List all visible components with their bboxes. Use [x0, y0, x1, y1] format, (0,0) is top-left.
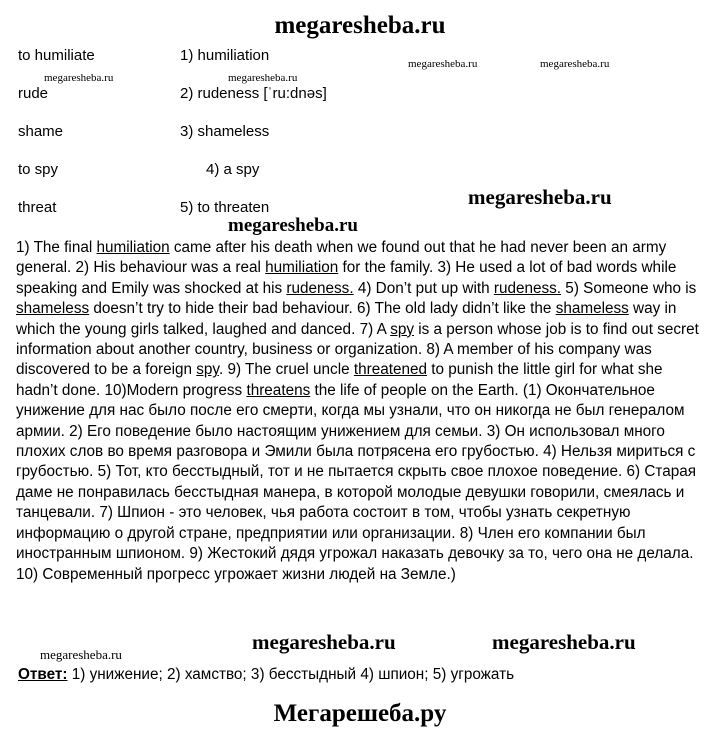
text-run: is a person whose job is to find out secret information about another country, business or organization. 8) A member of his company was discovered to be a foreign — [16, 320, 699, 379]
vocabulary-match: 2) rudeness [ˈru:dnəs] — [180, 85, 327, 102]
underlined-word: shameless — [555, 300, 629, 318]
watermark: megaresheba.ru — [252, 630, 396, 654]
vocabulary-match: 4) a spy — [206, 161, 260, 178]
vocabulary-pairs-list — [18, 46, 418, 236]
text-run: 5) Someone who is — [561, 279, 697, 297]
watermark: megaresheba.ru — [228, 215, 358, 236]
underlined-word: rudeness. — [493, 279, 562, 297]
underlined-word: humiliation — [96, 239, 170, 256]
underlined-word: rudeness. — [286, 279, 354, 297]
underlined-word: spy — [390, 320, 414, 338]
text-run: 1) The final — [16, 239, 97, 256]
watermark: megaresheba.ru — [44, 72, 114, 84]
text-run: to punish the little girl for what she hadn’t done. 10)Modern progress — [16, 361, 663, 399]
vocabulary-pair-row — [18, 46, 418, 84]
text-run: for the family. 3) He used a lot of bad words while speaking and Emily was shocked at his — [16, 259, 677, 297]
vocabulary-pair-row — [18, 122, 418, 160]
vocabulary-term: threat — [18, 199, 57, 216]
watermark: megaresheba.ru — [408, 58, 478, 70]
text-run: . 9) The cruel uncle — [218, 361, 354, 379]
underlined-word: shameless — [16, 300, 90, 318]
watermark: megaresheba.ru — [492, 630, 636, 654]
text-run: came after his death when we found out that he had never been an army general. 2) His behaviour was a real — [16, 239, 667, 277]
site-title-top: megaresheba.ru — [274, 12, 446, 39]
exercise-body-text — [16, 238, 708, 585]
vocabulary-pair-row — [18, 198, 418, 236]
exercise-paragraph — [16, 238, 708, 585]
underlined-word: spy — [196, 361, 219, 379]
vocabulary-match: 5) to threaten — [180, 199, 270, 216]
vocabulary-term: shame — [18, 123, 64, 140]
watermark: megaresheba.ru — [228, 72, 298, 84]
vocabulary-term: rude — [18, 85, 49, 102]
watermark: megaresheba.ru — [540, 58, 610, 70]
text-run: doesn’t try to hide their bad behaviour. 6) The old lady didn’t like the — [89, 300, 556, 318]
answer-label: Ответ: — [18, 666, 68, 683]
vocabulary-pair-row — [18, 160, 418, 198]
underlined-word: humiliation — [265, 259, 339, 277]
vocabulary-pair-row — [18, 84, 418, 122]
vocabulary-term: to spy — [18, 161, 59, 178]
underlined-word: threatened — [353, 361, 428, 379]
site-title-bottom: Мегарешеба.ру — [273, 700, 447, 727]
underlined-word: threatens — [246, 381, 311, 399]
text-run: way in which the young girls talked, laughed and danced. 7) A — [16, 300, 677, 338]
watermark: megaresheba.ru — [468, 185, 612, 209]
watermark: megaresheba.ru — [40, 647, 122, 662]
vocabulary-match: 1) humiliation — [180, 47, 270, 64]
text-run: 4) Don’t put up with — [353, 279, 494, 297]
answer-line — [18, 666, 514, 684]
answer-text: 1) унижение; 2) хамство; 3) бесстыдный 4) шпион; 5) угрожать — [67, 666, 515, 683]
vocabulary-match: 3) shameless — [180, 123, 270, 140]
vocabulary-term: to humiliate — [18, 47, 95, 64]
text-run: (1) Окончательное унижение для нас было после его смерти, когда мы узнали, что он никогда не был генералом армии. 2) Его поведение было настоящим унижением для семьи. 3) Он использовал много плохих слов во время разговора и Эмили была потрясена его грубостью. 4) Нельзя мириться с грубостью. 5) Тот, кто бесстыдный, тот и не пытается скрыть свое плохое поведение. 6) Старая даме не понравилась бесстыдная манера, в которой молодые девушки говорили, смеялась и танцевали. 7) Шпион - это человек, чья работа состоит в том, чтобы узнать секретную информацию о другой стране, предприятии или организации. 8) Член его компании был иностранным шпионом. 9) Жестокий дядя угрожал наказать девочку за то, чего она не делала. 10) Современный прогресс угрожает жизни людей на Земле.) — [16, 381, 697, 583]
text-run: the life of people on the Earth. — [310, 381, 523, 399]
